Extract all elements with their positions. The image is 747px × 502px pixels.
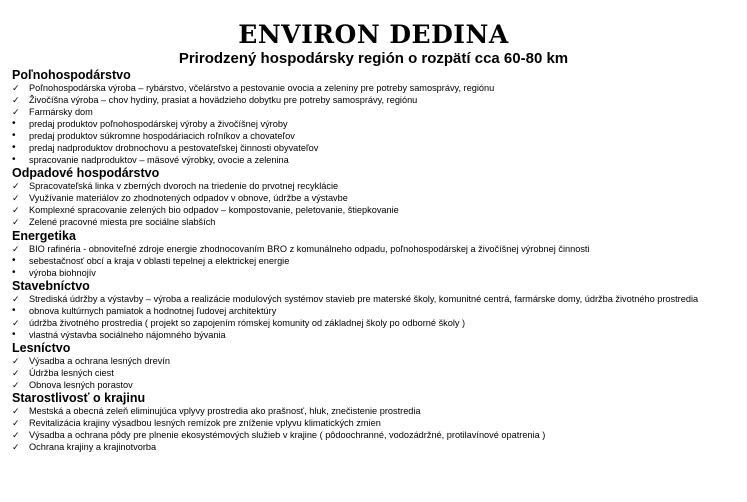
section-0 (12, 68, 737, 166)
checkmark-icon: ✓ (12, 293, 20, 304)
list-item (12, 204, 737, 216)
checkmark-icon: ✓ (12, 95, 20, 106)
list-item (12, 82, 737, 94)
list-item-text: Komplexné spracovanie zelených bio odpadov – kompostovanie, peletovanie, štiepkovanie (29, 205, 399, 216)
list-item-text: predaj produktov súkromne hospodáriacich roľníkov a chovateľov (29, 131, 295, 142)
list-item (12, 142, 737, 154)
list-item-text: Farmársky dom (29, 107, 93, 118)
list-item (12, 317, 737, 329)
section-heading: Stavebníctvo (12, 278, 90, 293)
page-title: ENVIRON DEDINA (238, 20, 509, 49)
list-item (12, 94, 737, 106)
list-item (12, 106, 737, 118)
list-item (12, 192, 737, 204)
bullet-icon: • (12, 328, 16, 340)
list-item (12, 329, 737, 341)
bullet-icon: • (12, 154, 16, 166)
list-item-text: spracovanie nadproduktov – mäsové výrobky, ovocie a zelenina (29, 155, 289, 166)
content-body (12, 68, 737, 453)
list-item-text: Strediská údržby a výstavby – výroba a realizácie modulových systémov stavieb pre materské školy, komunitné centrá, farmárske domy, údržba životného prostredia (29, 293, 699, 304)
list-item-text: Mestská a obecná zeleň eliminujúca vplyvy prostredia ako prašnosť, hluk, znečistenie prostredia (29, 405, 421, 416)
list-item (12, 154, 737, 166)
list-item-text: Výsadba a ochrana lesných drevín (29, 355, 170, 366)
list-item (12, 367, 737, 379)
bullet-icon: • (12, 130, 16, 142)
list-item-text: Spracovateľská linka v zberných dvoroch na triedenie do prvotnej recyklácie (29, 181, 339, 192)
list-item (12, 118, 737, 130)
checkmark-icon: ✓ (12, 355, 20, 366)
list-item (12, 255, 737, 267)
list-item-text: Revitalizácia krajiny výsadbou lesných remízok pre zníženie vplyvu klimatických zmien (29, 418, 381, 429)
section-1 (12, 166, 737, 228)
list-item (12, 417, 737, 429)
list-item-text: predaj nadproduktov drobnochovu a pestovateľskej činnosti obyvateľov (29, 143, 319, 154)
checkmark-icon: ✓ (12, 379, 20, 390)
list-item-text: predaj produktov poľnohospodárskej výroby a živočíšnej výroby (29, 119, 288, 130)
section-heading: Odpadové hospodárstvo (12, 166, 160, 181)
list-item-text: Výsadba a ochrana pôdy pre plnenie ekosystémových služieb v krajine ( pôdoochranné, vodozádržné, protilavínové opatrenia ) (29, 430, 546, 441)
section-heading: Starostlivosť o krajinu (12, 390, 146, 405)
section-heading: Energetika (12, 228, 76, 243)
list-item (12, 216, 737, 228)
list-item (12, 130, 737, 142)
list-item-text: Zelené pracovné miesta pre sociálne slabších (29, 217, 216, 228)
list-item-text: vlastná výstavba sociálneho nájomného bývania (29, 329, 226, 340)
list-item (12, 441, 737, 453)
list-item (12, 180, 737, 192)
list-item-text: údržba životného prostredia ( projekt so zapojením rómskej komunity od základnej školy po odborné školy ) (29, 317, 466, 328)
checkmark-icon: ✓ (12, 205, 20, 216)
bullet-icon: • (12, 142, 16, 154)
checkmark-icon: ✓ (12, 317, 20, 328)
list-item (12, 267, 737, 279)
checkmark-icon: ✓ (12, 405, 20, 416)
list-item (12, 243, 737, 255)
list-item-text: Ochrana krajiny a krajinotvorba (29, 442, 157, 453)
list-item-text: Poľnohospodárska výroba – rybárstvo, včelárstvo a pestovanie ovocia a zeleniny pre potreby samosprávy, regiónu (29, 83, 495, 93)
list-item (12, 405, 737, 417)
section-2 (12, 229, 737, 279)
section-5 (12, 391, 737, 453)
checkmark-icon: ✓ (12, 442, 20, 453)
list-item-text: Živočíšna výroba – chov hydiny, prasiat a hovädzieho dobytku pre potreby samosprávy, regiónu (29, 95, 418, 106)
list-item-text: výroba biohnojív (29, 267, 96, 278)
checkmark-icon: ✓ (12, 367, 20, 378)
section-4 (12, 341, 737, 391)
checkmark-icon: ✓ (12, 193, 20, 204)
checkmark-icon: ✓ (12, 243, 20, 254)
checkmark-icon: ✓ (12, 181, 20, 192)
list-item (12, 293, 737, 305)
checkmark-icon: ✓ (12, 418, 20, 429)
list-item-text: sebestačnosť obcí a kraja v oblasti tepelnej a elektrickej energie (29, 255, 290, 266)
list-item (12, 379, 737, 391)
list-item-text: Využívanie materiálov zo zhodnotených odpadov v obnove, údržbe a výstavbe (29, 193, 348, 204)
page-subtitle: Prirodzený hospodársky región o rozpätí cca 60-80 km (178, 50, 569, 67)
checkmark-icon: ✓ (12, 107, 20, 118)
checkmark-icon: ✓ (12, 83, 20, 93)
bullet-icon: • (12, 254, 16, 266)
section-3 (12, 279, 737, 341)
list-item-text: BIO rafinéria - obnoviteľné zdroje energie zhodnocovaním BRO z komunálneho odpadu, poľnohospodárskej a živočíšnej výrobnej činnosti (29, 243, 590, 254)
list-item (12, 305, 737, 317)
bullet-icon: • (12, 266, 16, 278)
list-item-text: Obnova lesných porastov (29, 379, 133, 390)
list-item (12, 355, 737, 367)
checkmark-icon: ✓ (12, 430, 20, 441)
bullet-icon: • (12, 118, 16, 130)
list-item (12, 429, 737, 441)
list-item-text: Údržba lesných ciest (29, 367, 114, 378)
list-item-text: obnova kultúrnych pamiatok a hodnotnej ľudovej architektúry (29, 305, 277, 316)
section-heading: Lesníctvo (12, 340, 71, 355)
checkmark-icon: ✓ (12, 217, 20, 228)
section-heading: Poľnohospodárstvo (12, 68, 131, 82)
bullet-icon: • (12, 304, 16, 316)
